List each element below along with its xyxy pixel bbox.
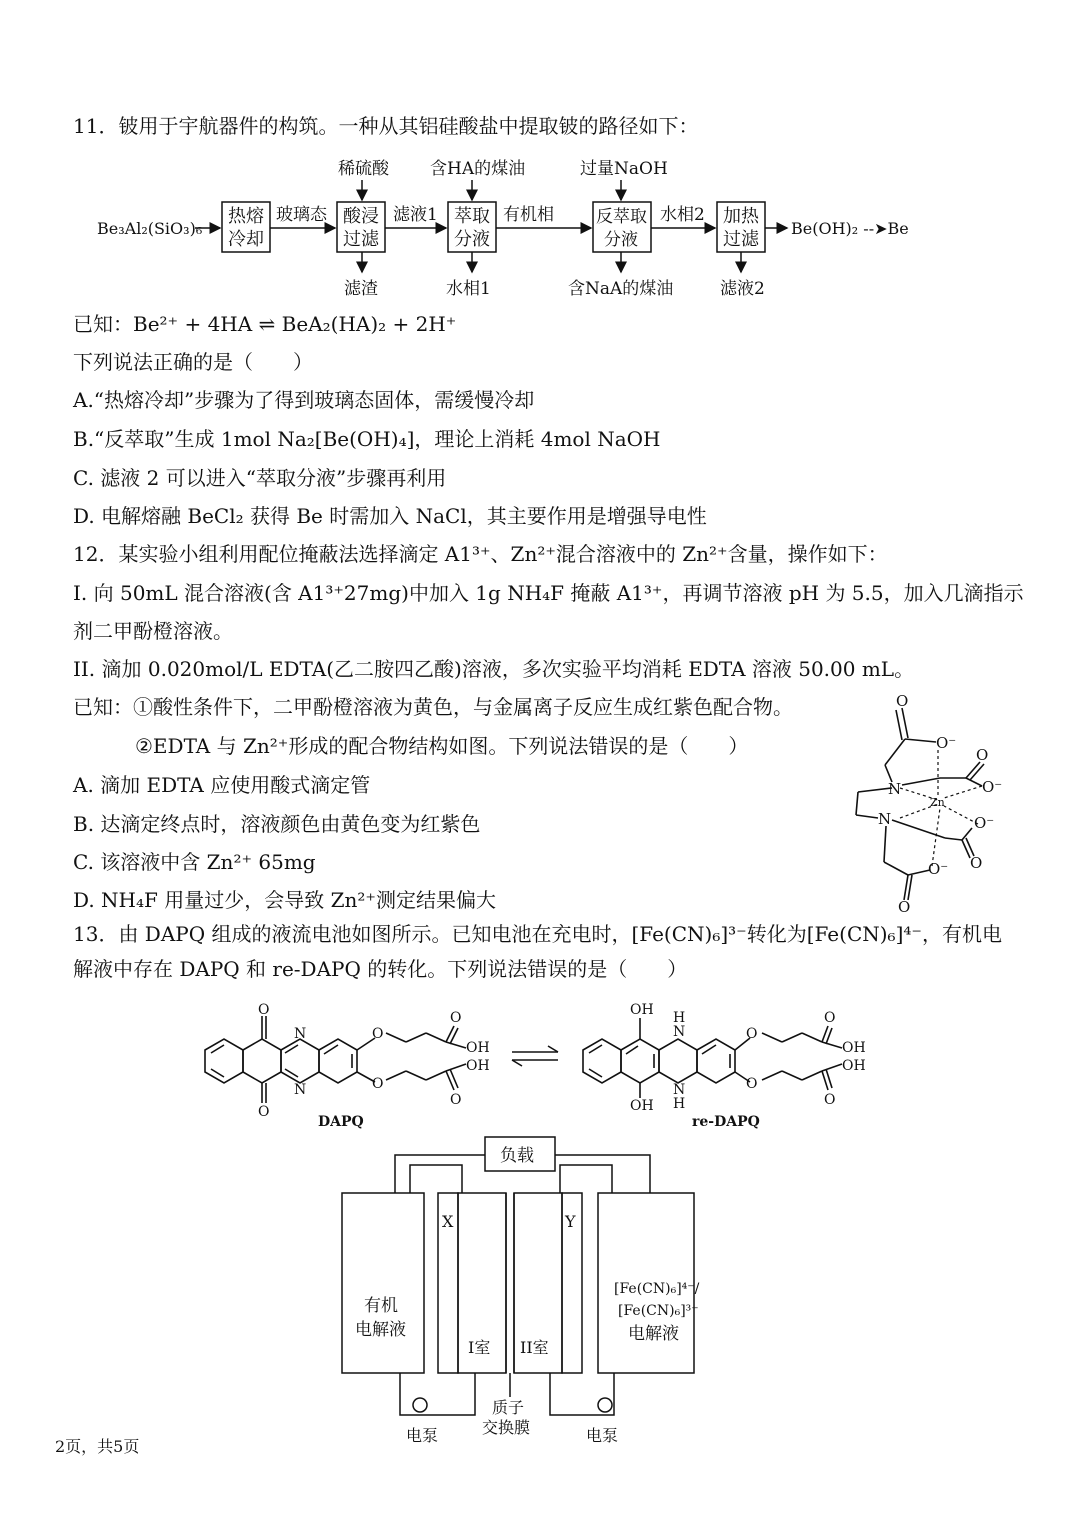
flow-box-4-line1: 反萃取 [596,207,647,227]
redapq-oh-2: OH [842,1058,866,1074]
dapq-o-acid-1: O [450,1010,462,1026]
flow-edge-3: 有机相 [503,205,554,225]
flow-end: Be(OH)₂ --➤Be [791,219,909,238]
flow-box-3-line1: 萃取 [454,206,490,227]
chamber-ii-label: II室 [520,1338,549,1357]
flow-box-5-line1: 加热 [723,206,759,227]
dapq-oh-2: OH [466,1058,490,1074]
q11-known-equation: Be²⁺ + 4HA ⇌ BeA₂(HA)₂ + 2H⁺ [133,312,457,336]
right-tank-line3: 电解液 [628,1324,679,1344]
q12-step1-b: 剂二甲酚橙溶液。 [73,619,233,643]
q11-known-prefix: 已知： [73,312,133,336]
dapq-o-ether-1: O [372,1026,384,1042]
q11-stem: 11．铍用于宇航器件的构筑。一种从其铝硅酸盐中提取铍的路径如下： [73,114,699,138]
flow-reagent-2: 稀硫酸 [338,159,389,179]
flow-box-3-line2: 分液 [454,229,490,250]
dapq-o-acid-2: O [450,1092,462,1108]
pump-left-label: 电泵 [406,1426,439,1445]
electrode-y-label: Y [565,1212,576,1231]
dapq-o-bottom: O [258,1104,270,1120]
flow-battery-diagram [330,1135,730,1450]
edta-o-minus-3: O⁻ [974,814,995,832]
q12-option-b: B. 达滴定终点时，溶液颜色由黄色变为红紫色 [73,812,481,836]
edta-o-minus-1: O⁻ [936,734,957,752]
flow-box-4-line2: 分液 [604,230,638,250]
left-tank [342,1193,424,1373]
flow-box-5-line2: 过滤 [723,229,759,250]
membrane-label-1: 质子 [492,1398,525,1417]
edta-o-right-top: O [976,746,989,764]
flow-out-4: 含NaA的煤油 [568,279,674,299]
right-tank-line1: [Fe(CN)₆]⁴⁻/ [614,1281,700,1297]
redapq-oh-top: OH [630,1002,654,1018]
dapq-label: DAPQ [318,1114,364,1130]
flow-edge-2: 滤液1 [393,205,438,225]
redapq-o-ether-2: O [746,1076,758,1092]
q11-option-b: B.“反萃取”生成 1mol Na₂[Be(OH)₄]，理论上消耗 4mol NaOH [73,427,661,451]
q12-option-d: D. NH₄F 用量过少，会导致 Zn²⁺测定结果偏大 [73,888,496,912]
chamber-i-label: I室 [468,1338,491,1357]
redapq-h-top: H [673,1010,686,1026]
flow-box-2-line1: 酸浸 [343,206,379,227]
dapq-o-top: O [258,1002,270,1018]
electrode-x-label: X [442,1212,454,1231]
pump-right-icon [598,1398,612,1412]
q12-option-c: C. 该溶液中含 Zn²⁺ 65mg [73,850,316,874]
edta-zn-structure [840,690,1020,915]
q11-flowchart [0,150,1080,305]
edta-o-right-bottom: O [970,854,983,872]
redapq-n-top: N [673,1024,686,1040]
q13-stem-2: 解液中存在 DAPQ 和 re-DAPQ 的转化。下列说法错误的是（ ） [73,957,688,981]
q11-ask: 下列说法正确的是（ ） [73,350,313,374]
redapq-o-acid-2: O [824,1092,836,1108]
pump-right-label: 电泵 [586,1426,619,1445]
q12-option-a: A. 滴加 EDTA 应使用酸式滴定管 [73,773,371,797]
redapq-o-acid-1: O [824,1010,836,1026]
flow-box-1-line2: 冷却 [228,229,264,250]
edta-o-minus-4: O⁻ [928,860,949,878]
flow-out-3: 水相1 [446,279,491,299]
q11-option-c: C. 滤液 2 可以进入“萃取分液”步骤再利用 [73,466,447,490]
right-tank-line2: [Fe(CN)₆]³⁻ [618,1303,699,1319]
flow-edge-1: 玻璃态 [276,205,327,225]
left-tank-line2: 电解液 [355,1320,406,1340]
flow-out-2: 滤渣 [344,279,378,299]
edta-n-upper: N [888,780,902,798]
redapq-h-bottom: H [673,1096,686,1112]
edta-o-minus-2: O⁻ [982,778,1003,796]
flow-box-2-line2: 过滤 [343,229,379,250]
flow-reagent-3: 含HA的煤油 [430,159,526,179]
q12-known-1: 已知：①酸性条件下，二甲酚橙溶液为黄色，与金属离子反应生成红紫色配合物。 [73,695,793,719]
dapq-o-ether-2: O [372,1076,384,1092]
flow-out-5: 滤液2 [720,279,765,299]
q12-step2: II. 滴加 0.020mol/L EDTA(乙二胺四乙酸)溶液，多次实验平均消耗 EDTA 溶液 50.00 mL。 [73,657,915,681]
redapq-oh-bottom: OH [630,1098,654,1114]
membrane-label-2: 交换膜 [482,1418,531,1437]
q11-known [73,310,456,338]
page-footer: 2页，共5页 [55,1437,140,1456]
redapq-oh-1: OH [842,1040,866,1056]
dapq-equilibrium [190,998,890,1138]
redapq-label: re-DAPQ [692,1114,760,1130]
q12-stem: 12．某实验小组利用配位掩蔽法选择滴定 A1³⁺、Zn²⁺混合溶液中的 Zn²⁺含量，操作如下： [73,542,888,566]
dapq-n-bottom: N [294,1082,307,1098]
left-tank-line1: 有机 [364,1296,398,1316]
flow-start: Be₃Al₂(SiO₃)₆ [97,219,203,238]
redapq-n-bottom: N [673,1082,686,1098]
edta-o-bottom: O [898,898,911,915]
load-label: 负载 [500,1146,534,1166]
redapq-o-ether-1: O [746,1026,758,1042]
flow-box-1-line1: 热熔 [228,206,264,227]
dapq-n-top: N [294,1026,307,1042]
flow-reagent-4: 过量NaOH [580,159,668,179]
q11-option-d: D. 电解熔融 BeCl₂ 获得 Be 时需加入 NaCl，其主要作用是增强导电性 [73,504,707,528]
edta-o-top: O [896,692,909,710]
q11-option-a: A.“热熔冷却”步骤为了得到玻璃态固体，需缓慢冷却 [73,388,535,412]
flow-edge-4: 水相2 [660,205,705,225]
q12-known-2: ②EDTA 与 Zn²⁺形成的配合物结构如图。下列说法错误的是（ ） [135,734,749,758]
dapq-oh-1: OH [466,1040,490,1056]
edta-zn: Zn [930,796,945,809]
edta-n-lower: N [878,810,892,828]
pump-left-icon [413,1398,427,1412]
q12-step1-a: I. 向 50mL 混合溶液(含 A1³⁺27mg)中加入 1g NH₄F 掩蔽 A1³⁺，再调节溶液 pH 为 5.5，加入几滴指示 [73,581,1024,605]
q13-stem-1: 13．由 DAPQ 组成的液流电池如图所示。已知电池在充电时，[Fe(CN)₆]³⁻转化为[Fe(CN)₆]⁴⁻，有机电 [73,922,1002,946]
